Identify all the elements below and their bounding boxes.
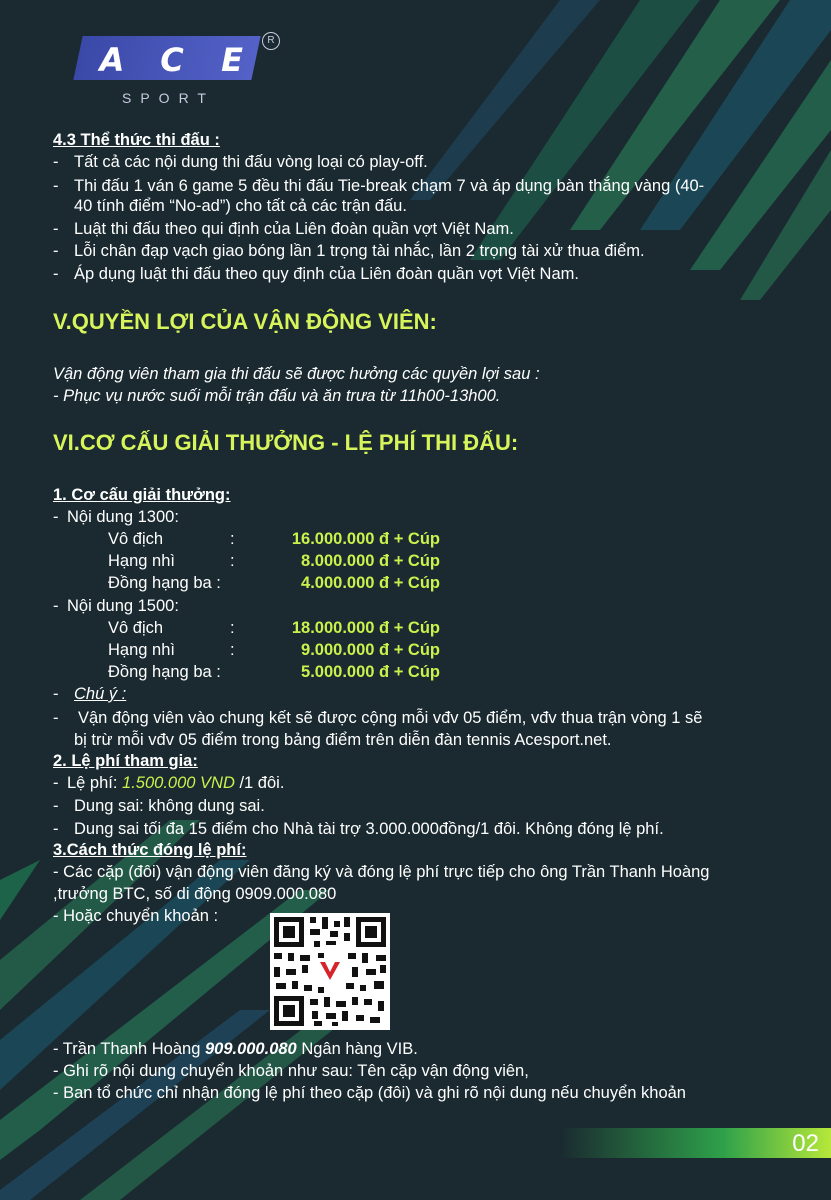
- prize-rank: Đồng hạng ba :: [108, 574, 221, 592]
- prize-rank: Hạng nhì: [108, 641, 175, 659]
- fee-amount: 1.500.000 VND: [122, 774, 235, 792]
- fee-prefix: Lệ phí:: [67, 774, 123, 792]
- list-item: - Áp dụng luật thi đấu theo quy định của Liên đoàn quần vợt Việt Nam.: [53, 265, 579, 283]
- bank-account-line: [53, 1039, 418, 1059]
- fee-item: - Dung sai: không dung sai.: [53, 797, 265, 815]
- prize-colon: :: [230, 619, 235, 637]
- payment-line: - Hoặc chuyển khoản :: [53, 907, 219, 925]
- payment-title: 3.Cách thức đóng lệ phí:: [53, 841, 247, 859]
- final-note: - Ban tổ chức chỉ nhận đóng lệ phí theo cặp (đôi) và ghi rõ nội dung nếu chuyển khoản: [53, 1084, 686, 1102]
- payment-line: - Các cặp (đôi) vận động viên đăng ký và đóng lệ phí trực tiếp cho ông Trần Thanh Hoàng: [53, 863, 710, 881]
- section-4-3-title: 4.3 Thể thức thi đấu :: [53, 131, 220, 149]
- prize-group-1300: - Nội dung 1300:: [53, 508, 179, 526]
- fee-item: - Dung sai tối đa 15 điểm cho Nhà tài trợ 3.000.000đồng/1 đôi. Không đóng lệ phí.: [53, 820, 664, 838]
- prize-group-1500: - Nội dung 1500:: [53, 597, 179, 615]
- list-item-text: Lỗi chân đạp vạch giao bóng lần 1 trọng tài nhắc, lần 2 trọng tài xử thua điểm.: [74, 242, 645, 260]
- prize-colon: :: [230, 530, 235, 548]
- bank-prefix: - Trần Thanh Hoàng: [53, 1040, 205, 1058]
- prize-rank: Vô địch: [108, 619, 164, 637]
- prize-structure-title: 1. Cơ cấu giải thưởng:: [53, 486, 231, 504]
- prize-value: 8.000.000 đ + Cúp: [301, 552, 440, 570]
- section-5-heading: V.QUYỀN LỢI CỦA VẬN ĐỘNG VIÊN:: [53, 309, 437, 334]
- benefits-intro: Vận động viên tham gia thi đấu sẽ được hưởng các quyền lợi sau :: [53, 365, 540, 383]
- prize-value: 18.000.000 đ + Cúp: [291, 619, 440, 637]
- logo-letters: [92, 38, 252, 82]
- list-item-text: Thi đấu 1 ván 6 game 5 đều thi đấu Tie-break chạm 7 và áp dụng bàn thắng vàng (40-: [74, 177, 705, 195]
- logo-letter-e: E: [221, 41, 243, 79]
- prize-group-label: Nội dung 1300:: [67, 508, 179, 526]
- fee-item-text: [67, 773, 284, 793]
- list-item-continuation: 40 tính điểm “No-ad”) cho tất cả các trận đấu.: [74, 197, 407, 215]
- list-item: - Luật thi đấu theo qui định của Liên đoàn quần vợt Việt Nam.: [53, 220, 514, 238]
- list-item: - Thi đấu 1 ván 6 game 5 đều thi đấu Tie-break chạm 7 và áp dụng bàn thắng vàng (40-: [53, 177, 705, 195]
- list-item: - Lỗi chân đạp vạch giao bóng lần 1 trọng tài nhắc, lần 2 trọng tài xử thua điểm.: [53, 242, 645, 260]
- section-6-heading: VI.CƠ CẤU GIẢI THƯỞNG - LỆ PHÍ THI ĐẤU:: [53, 430, 519, 455]
- list-item: - Tất cả các nội dung thi đấu vòng loại có play-off.: [53, 153, 428, 171]
- fee-item-text: Dung sai: không dung sai.: [74, 797, 265, 815]
- fee-item-text: Dung sai tối đa 15 điểm cho Nhà tài trợ 3.000.000đồng/1 đôi. Không đóng lệ phí.: [74, 820, 664, 838]
- bank-account-number: 909.000.080: [204, 1040, 297, 1058]
- prize-value: 16.000.000 đ + Cúp: [291, 530, 440, 548]
- logo-sport-text: SPORT: [122, 90, 215, 106]
- logo-letter-c: C: [160, 41, 184, 79]
- prize-rank: Hạng nhì: [108, 552, 175, 570]
- note-label: - Chú ý :: [53, 685, 127, 703]
- qr-code-graphic: [270, 913, 390, 1030]
- prize-colon: :: [230, 641, 235, 659]
- transfer-note: - Ghi rõ nội dung chuyển khoản như sau: Tên cặp vận động viên,: [53, 1062, 529, 1080]
- prize-group-label: Nội dung 1500:: [67, 597, 179, 615]
- qr-code-icon[interactable]: [270, 913, 390, 1030]
- prize-value: 5.000.000 đ + Cúp: [301, 663, 440, 681]
- note-line-continuation: bị trừ mỗi vđv 05 điểm trong bảng điểm trên diễn đàn tennis Acesport.net.: [74, 731, 612, 749]
- prize-value: 9.000.000 đ + Cúp: [301, 641, 440, 659]
- ace-sport-logo: [78, 36, 283, 110]
- fee-title: 2. Lệ phí tham gia:: [53, 752, 198, 770]
- prize-rank: Đồng hạng ba :: [108, 663, 221, 681]
- logo-letter-a: A: [99, 41, 125, 79]
- benefits-item: - Phục vụ nước suối mỗi trận đấu và ăn trưa từ 11h00-13h00.: [53, 387, 501, 405]
- prize-rank: Vô địch: [108, 530, 164, 548]
- list-item-text: Luật thi đấu theo qui định của Liên đoàn quần vợt Việt Nam.: [74, 220, 514, 238]
- bank-suffix: Ngân hàng VIB.: [296, 1040, 418, 1058]
- note-label-text: Chú ý :: [74, 685, 127, 703]
- list-item-text: Tất cả các nội dung thi đấu vòng loại có play-off.: [74, 153, 428, 171]
- list-item-text: Áp dụng luật thi đấu theo quy định của Liên đoàn quần vợt Việt Nam.: [74, 265, 579, 283]
- payment-line: ,trưởng BTC, số di động 0909.000.080: [53, 885, 337, 903]
- page-number: 02: [792, 1130, 819, 1157]
- registered-mark-icon: R: [262, 32, 280, 50]
- prize-colon: :: [230, 552, 235, 570]
- note-line: - Vận động viên vào chung kết sẽ được cộng mỗi vđv 05 điểm, vđv thua trận vòng 1 sẽ: [53, 709, 703, 727]
- prize-value: 4.000.000 đ + Cúp: [301, 574, 440, 592]
- note-line-text: Vận động viên vào chung kết sẽ được cộng mỗi vđv 05 điểm, vđv thua trận vòng 1 sẽ: [78, 709, 703, 727]
- fee-item: - Lệ phí: 1.500.000 VND /1 đôi.: [53, 774, 285, 792]
- fee-suffix: /1 đôi.: [234, 774, 285, 792]
